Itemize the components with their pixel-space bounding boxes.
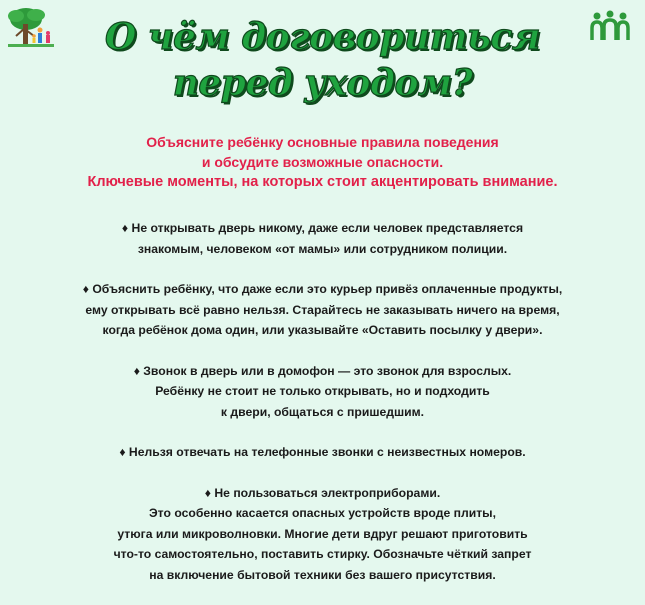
rule-line: ♦ Не пользоваться электроприборами. [204,485,441,500]
intro-line-1: Объясните ребёнку основные правила поведения [146,134,499,150]
intro-block [0,132,645,192]
rule-line: что-то самостоятельно, поставить стирку. Обозначьте чёткий запрет [113,547,532,561]
rule-line: когда ребёнок дома один, или указывайте «Оставить посылку у двери». [102,323,543,337]
rule-item [18,361,627,423]
rule-item [18,279,627,341]
rules-list [18,218,627,605]
page-title-line-2: перед уходом? [172,62,473,104]
rule-line: ему открывать всё равно нельзя. Старайтесь не заказывать ничего на время, [85,302,560,317]
rule-item [18,218,627,259]
rule-line: ♦ Нельзя отвечать на телефонные звонки с неизвестных номеров. [119,445,526,459]
rule-line: Это особенно касается опасных устройств вроде плиты, [149,506,496,520]
rule-line: ♦ Объяснить ребёнку, что даже если это курьер привёз оплаченные продукты, [82,282,563,296]
rule-line: ♦ Звонок в дверь или в домофон — это звонок для взрослых. [133,363,512,378]
rule-item [18,442,627,463]
intro-line-2: и обсудите возможные опасности. [201,154,444,170]
rule-line: на включение бытовой техники без вашего присутствия. [149,567,496,582]
rule-line: утюга или микроволновки. Многие дети вдруг решают приготовить [117,526,528,541]
page-title [0,14,645,106]
rule-item [18,483,627,586]
rule-line: к двери, общаться с пришедшим. [220,404,425,419]
rule-line: знакомым, человеком «от мамы» или сотрудником полиции. [137,241,508,256]
page-title-line-1: О чём договориться [104,16,540,58]
rule-line: ♦ Не открывать дверь никому, даже если человек представляется [121,221,524,235]
intro-line-3: Ключевые моменты, на которых стоит акцентировать внимание. [87,174,558,190]
rule-line: Ребёнку не стоит не только открывать, но и подходить [155,384,490,398]
